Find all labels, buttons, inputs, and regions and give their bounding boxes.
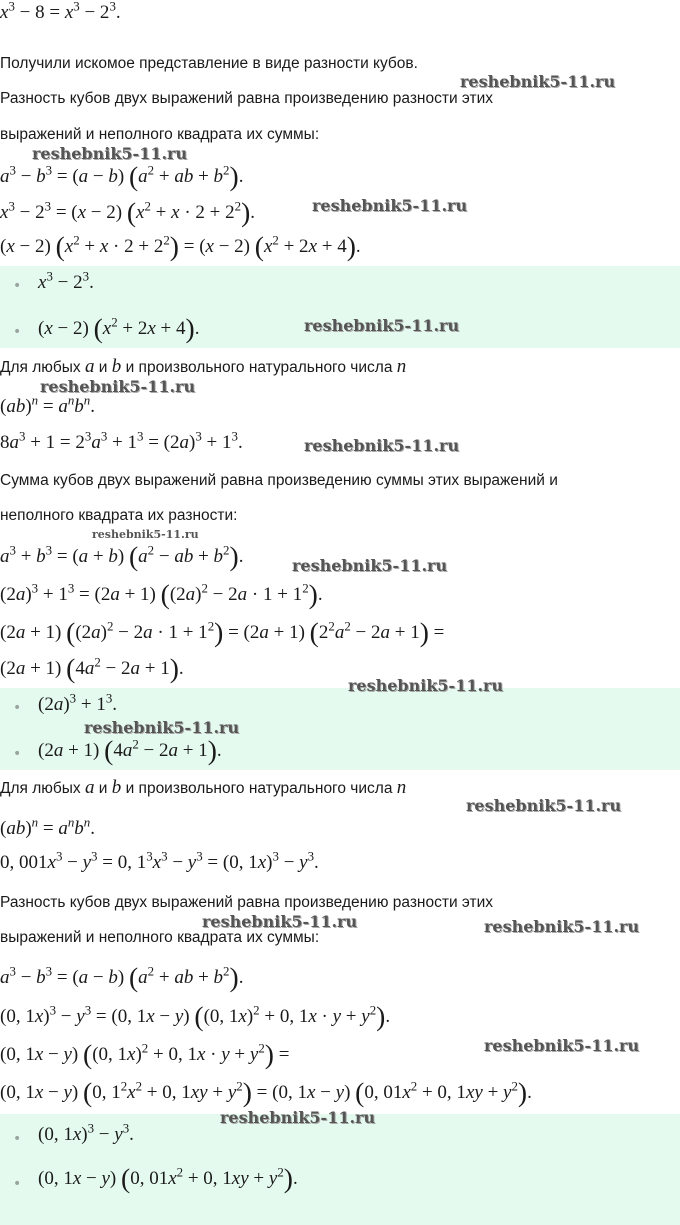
watermark: reshebnik5-11.ru [312,196,468,215]
watermark: reshebnik5-11.ru [40,377,196,396]
paragraph: Для любых a и b и произвольного натурального числа n [0,777,407,798]
bullet-icon: • [13,324,22,340]
watermark: reshebnik5-11.ru [466,796,622,815]
answer-item: $(2a)^3 + 1^3$. [38,690,118,715]
formula-line: (0, 1x − y) (0, $1^2x^2 + 0$, $1xy + y^2) = (0$, 1x − y) (0, $01x^2 + 0$, $1xy + y^2$). [0,1076,532,1108]
formula-line: (2a + 1) $((2a)^2 - 2a \cdot 1 + 1^2) = (2a + 1) (2^2a^2 - 2a + 1)$ = [0,616,445,648]
answer-item: $x^3 - 2^3$. [38,268,94,293]
answer-block [0,676,680,770]
formula-line: $x^3 - 8 = x^3 - 2^3$. [0,0,121,23]
bullet-icon: • [13,1131,22,1147]
paragraph: Для любых a и b и произвольного натурального числа n [0,356,407,377]
formula-line: 0, $001x^3 - y^3 = 0$, $1^3x^3 - y^3 = (0$, $1x)^3 - y^3$. [0,848,319,873]
formula-line: (0, $1x)^3 - y^3 = (0$, 1x − y) ((0, 1x)$^2$ + 0, $1x \cdot y + y^2$). [0,1000,391,1032]
formula-line: (x − 2) $(x^2 + x \cdot 2 + 2^2) = (x - 2) (x^2 + 2x + 4)$. [0,230,361,262]
paragraph: Разность кубов двух выражений равна произведению разности этих [0,894,493,911]
paragraph: Получили искомое представление в виде разности кубов. [0,55,418,72]
answer-item: (0, 1x − y) (0, $01x^2 + 0$, $1xy + y^2$). [38,1162,298,1194]
formula-line: $(ab)^n = a^nb^n$. [0,814,95,839]
answer-item: (x − 2) $(x^2 + 2x + 4)$. [38,312,200,344]
watermark: reshebnik5-11.ru [32,144,188,163]
formula-line: (2a + 1) $(4a^2 - 2a + 1)$. [0,652,184,684]
answer-block [0,266,680,348]
paragraph: выражений и неполного квадрата их суммы: [0,929,320,946]
formula-line: (0, 1x − y) ((0, 1x)$^2$ + 0, $1x \cdot y + y^2$) = [0,1038,290,1070]
bullet-icon: • [13,1176,22,1192]
bullet-icon: • [13,746,22,762]
formula-line: $(2a)^3 + 1^3 = (2a + 1) ((2a)^2 - 2a \cdot 1 + 1^2)$. [0,578,323,610]
watermark: reshebnik5-11.ru [460,72,616,91]
formula-line: $(ab)^n = a^nb^n$. [0,392,95,417]
paragraph: неполного квадрата их разности: [0,507,238,524]
watermark: reshebnik5-11.ru [348,676,504,695]
watermark: reshebnik5-11.ru [304,436,460,455]
watermark: reshebnik5-11.ru [292,556,448,575]
watermark: reshebnik5-11.ru [484,1036,640,1055]
watermark: reshebnik5-11.ru [484,917,640,936]
formula-line: $a^3 - b^3 = (a - b) (a^2$ + ab + $b^2$). [0,160,244,192]
answer-item: (2a + 1) $(4a^2 - 2a + 1)$. [38,734,222,766]
paragraph: Разность кубов двух выражений равна произведению разности этих [0,90,493,107]
formula-line: $a^3 - b^3 = (a - b) (a^2$ + ab + $b^2$). [0,961,244,993]
paragraph: выражений и неполного квадрата их суммы: [0,126,320,143]
answer-block [0,1108,680,1225]
watermark: reshebnik5-11.ru [84,718,240,737]
answer-item: (0, $1x)^3 - y^3$. [38,1120,134,1145]
bullet-icon: • [13,700,22,716]
formula-line: $x^3 - 2^3 = (x - 2) (x^2 + x \cdot 2 + 2^2)$. [0,196,256,228]
formula-line: $8a^3 + 1 = 2^3a^3 + 1^3 = (2a)^3 + 1^3$. [0,428,243,453]
watermark: reshebnik5-11.ru [92,528,199,541]
watermark: reshebnik5-11.ru [202,912,358,931]
watermark: reshebnik5-11.ru [220,1108,376,1127]
bullet-icon: • [13,278,22,294]
formula-line: $a^3 + b^3 = (a + b) (a^2$ − ab + $b^2$). [0,540,244,572]
paragraph: Сумма кубов двух выражений равна произведению суммы этих выражений и [0,472,558,489]
watermark: reshebnik5-11.ru [304,316,460,335]
